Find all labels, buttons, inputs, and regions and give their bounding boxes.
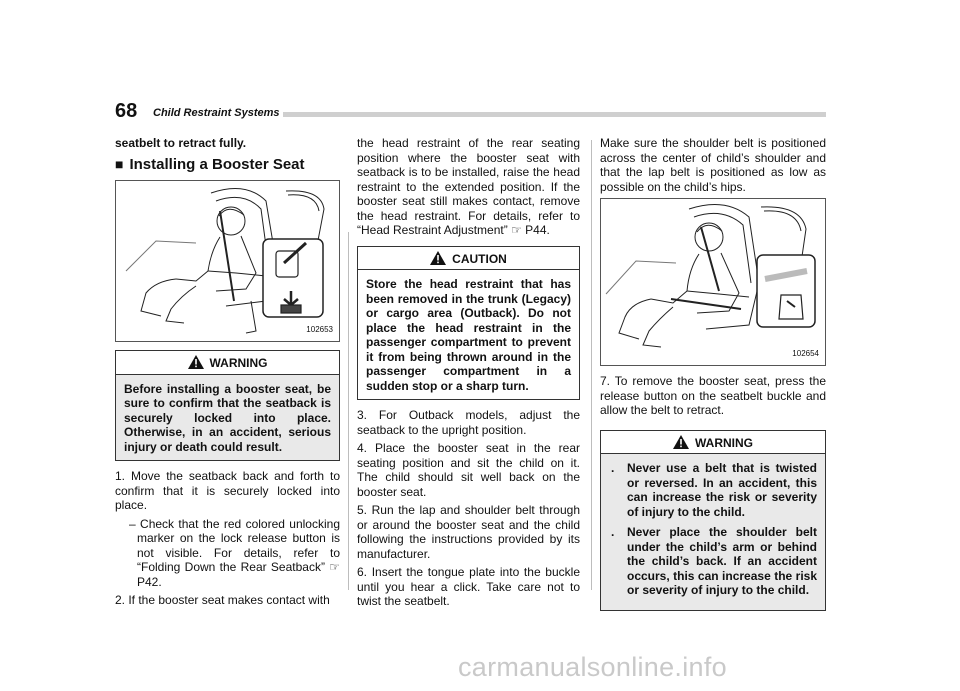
figure-code: 102653	[306, 324, 333, 334]
warning-text: Before installing a booster seat, be sure to confirm that the seatback is securely locked into place. Otherwise, in an accident, serious injury or death could result.	[124, 381, 331, 454]
section-heading: ■ Installing a Booster Seat	[115, 155, 305, 173]
warning-triangle-icon	[188, 355, 204, 369]
square-bullet-icon: ■	[115, 155, 124, 172]
caution-text: Store the head restraint that has been removed in the trunk (Legacy) or cargo area (Outback). Do not place the head restraint in the passenger compartment to prevent it from being thrown around in the passenger compartment in a sudden stop or a sharp turn.	[366, 277, 571, 393]
belt-position-illustration	[600, 198, 826, 366]
belt-position-paragraph: Make sure the shoulder belt is positioned across the center of child’s shoulder and that the lap belt is positioned as low as possible on the child’s hips.	[600, 136, 826, 194]
warning-box	[600, 430, 826, 611]
warning-bullet: . Never place the shoulder belt under the child’s arm or behind the child’s back. If an accident occurs, this can increase the risk or severity of injury to the child.	[611, 525, 817, 597]
figure-code: 102654	[792, 348, 819, 358]
step-2: 2. If the booster seat makes contact with	[115, 593, 330, 607]
caution-box	[357, 246, 580, 401]
head-restraint-paragraph: the head restraint of the rear seating position where the booster seat with seatback is to be installed, raise the head restraint to the extended position. If the booster seat still makes contact, remove the head restraint. For details, refer to “Head Restraint Adjustment” ☞ P44.	[357, 136, 580, 237]
page-number: 68	[115, 100, 138, 122]
watermark: carmanualsonline.info	[458, 652, 727, 682]
warning-bullet: . Never use a belt that is twisted or reversed. In an accident, this can increase the risk or severity of injury to the child.	[611, 461, 817, 519]
section-title: Child Restraint Systems	[153, 107, 280, 119]
column-1	[115, 136, 340, 612]
intro-text: seatbelt to retract fully.	[115, 136, 247, 150]
warning-header: WARNING	[116, 351, 339, 375]
caution-triangle-icon	[430, 251, 446, 265]
shoulder-belt-drawing	[601, 199, 825, 365]
step-1: 1. Move the seatback back and forth to confirm that it is securely locked into place.	[115, 469, 340, 512]
step-1-sub: – Check that the red colored unlocking marker on the lock release button is not visible. For details, refer to “Folding Down the Rear Seatback” ☞ P42.	[129, 516, 340, 589]
child-in-booster-seat-drawing	[116, 181, 339, 341]
booster-seat-illustration	[115, 180, 340, 342]
step-6: 6. Insert the tongue plate into the buckle until you hear a click. Take care not to twist the seatbelt.	[357, 565, 580, 608]
column-2	[357, 136, 580, 613]
bullet-dot-icon: .	[611, 461, 615, 475]
column-divider	[348, 232, 349, 590]
warning-header: WARNING	[601, 431, 825, 455]
step-3: 3. For Outback models, adjust the seatback to the upright position.	[357, 408, 580, 437]
step-5: 5. Run the lap and shoulder belt through or around the booster seat and the child following the instructions provided by its manufacturer.	[357, 503, 580, 561]
bullet-dot-icon: .	[611, 525, 615, 539]
step-7: 7. To remove the booster seat, press the release button on the seatbelt buckle and allow the belt to retract.	[600, 374, 826, 417]
warning-list	[601, 454, 825, 610]
warning-triangle-icon	[673, 435, 689, 449]
warning-box	[115, 350, 340, 461]
step-4: 4. Place the booster seat in the rear seating position and sit the child on it. The child should sit well back on the booster seat.	[357, 441, 580, 499]
column-3	[600, 136, 826, 619]
caution-header: CAUTION	[358, 247, 579, 271]
header-rule	[283, 112, 826, 117]
column-divider	[591, 140, 592, 590]
